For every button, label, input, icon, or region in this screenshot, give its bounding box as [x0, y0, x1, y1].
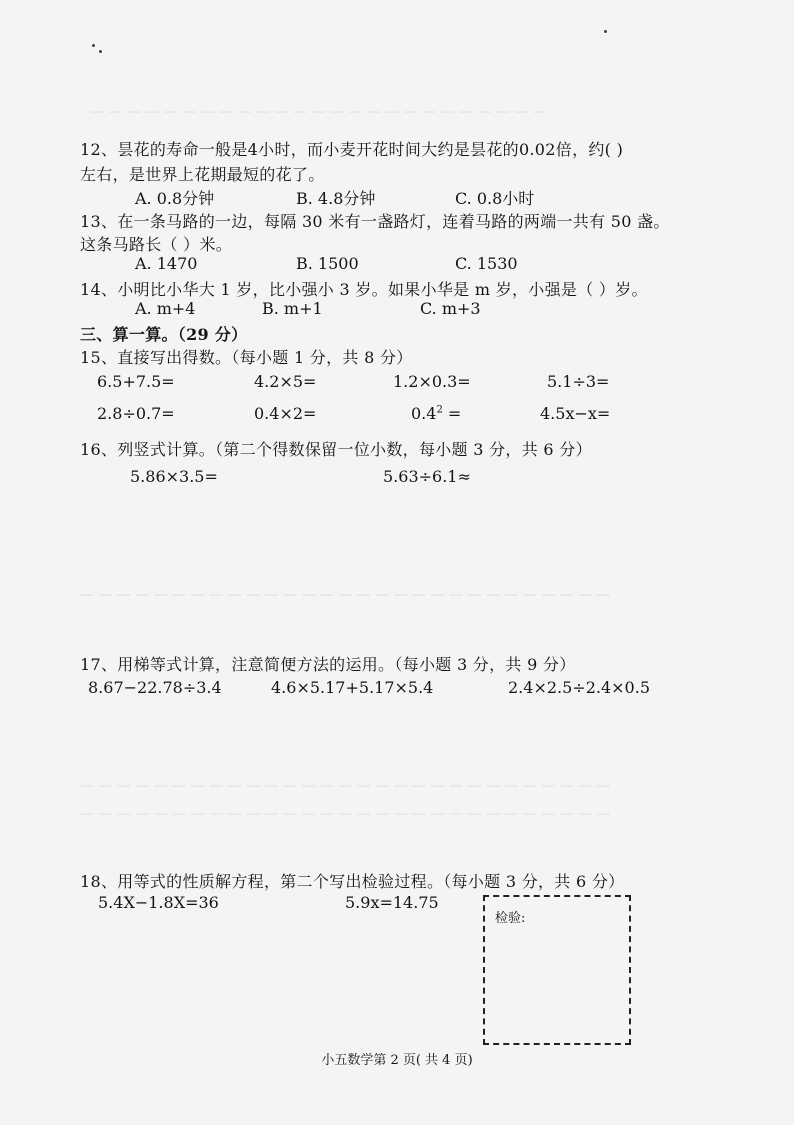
- bleed-through-text: — — — — — — — — — — — — — — — — — — — — — — — — — — — — —: [80, 778, 611, 794]
- q12-option-c: C. 0.8小时: [455, 189, 535, 208]
- check-box: [483, 895, 631, 1045]
- q18-item: 5.4X−1.8X=36: [98, 893, 219, 912]
- q12-line1: 12、昙花的寿命一般是4小时，而小麦开花时间大约是昙花的0.02倍，约( ): [80, 140, 624, 159]
- q15-item: 4.2×5=: [254, 372, 317, 391]
- q14-option-c: C. m+3: [420, 299, 481, 318]
- q16-title: 16、列竖式计算。（第二个得数保留一位小数，每小题 3 分，共 6 分）: [80, 440, 592, 459]
- scan-speck: [604, 30, 607, 33]
- scan-speck: [99, 50, 102, 53]
- q15-item: 6.5+7.5=: [97, 372, 175, 391]
- q15-item: 1.2×0.3=: [393, 372, 471, 391]
- q16-item: 5.63÷6.1≈: [383, 467, 471, 486]
- q16-item: 5.86×3.5=: [130, 467, 218, 486]
- bleed-through-text: — — — — — — — — — — — — — — — — — — — — — — — — — — — — —: [80, 587, 611, 603]
- q15-title: 15、直接写出得数。（每小题 1 分，共 8 分）: [80, 348, 413, 367]
- q15-item: 0.4×2=: [254, 404, 317, 423]
- bleed-through-text: — — — — — — — — — — — — — — — — — — — — — — — — — — — — —: [80, 806, 611, 822]
- q13-line1: 13、在一条马路的一边，每隔 30 米有一盏路灯，连着马路的两端一共有 50 盏。: [80, 212, 670, 231]
- q15-power-base: 0.4: [411, 404, 437, 423]
- q13-option-a: A. 1470: [135, 254, 198, 273]
- page-footer: 小五数学第 2 页( 共 4 页): [321, 1053, 473, 1068]
- q17-item: 2.4×2.5÷2.4×0.5: [508, 678, 650, 697]
- scan-speck: [92, 44, 95, 47]
- bleed-through-text: — — — — — — — — — — — — — — — — — — — — — — — — —: [90, 104, 547, 120]
- q15-item: 4.5x−x=: [540, 404, 611, 423]
- q14-option-b: B. m+1: [262, 299, 323, 318]
- q17-title: 17、用梯等式计算，注意简便方法的运用。（每小题 3 分，共 9 分）: [80, 655, 576, 674]
- q15-item: 5.1÷3=: [547, 372, 610, 391]
- section-3-heading: 三、算一算。（29 分）: [80, 325, 248, 344]
- q14-option-a: A. m+4: [135, 299, 196, 318]
- q12-option-b: B. 4.8分钟: [296, 189, 376, 208]
- q13-option-b: B. 1500: [296, 254, 359, 273]
- q18-title: 18、用等式的性质解方程，第二个写出检验过程。（每小题 3 分，共 6 分）: [80, 872, 625, 891]
- check-label: 检验:: [495, 911, 526, 926]
- q15-power-equals: =: [442, 404, 462, 423]
- q14-line1: 14、小明比小华大 1 岁，比小强小 3 岁。如果小华是 m 岁，小强是（ ）岁。: [80, 280, 648, 299]
- q17-item: 4.6×5.17+5.17×5.4: [271, 678, 434, 697]
- q15-item-power: [411, 404, 461, 423]
- q13-line2: 这条马路长（ ）米。: [80, 235, 233, 254]
- q18-item: 5.9x=14.75: [345, 893, 439, 912]
- q12-option-a: A. 0.8分钟: [135, 189, 215, 208]
- q17-item: 8.67−22.78÷3.4: [88, 678, 222, 697]
- q12-line2: 左右，是世界上花期最短的花了。: [80, 165, 325, 184]
- q15-item: 2.8÷0.7=: [97, 404, 175, 423]
- q13-option-c: C. 1530: [455, 254, 518, 273]
- q15-power-exponent: 2: [436, 404, 443, 416]
